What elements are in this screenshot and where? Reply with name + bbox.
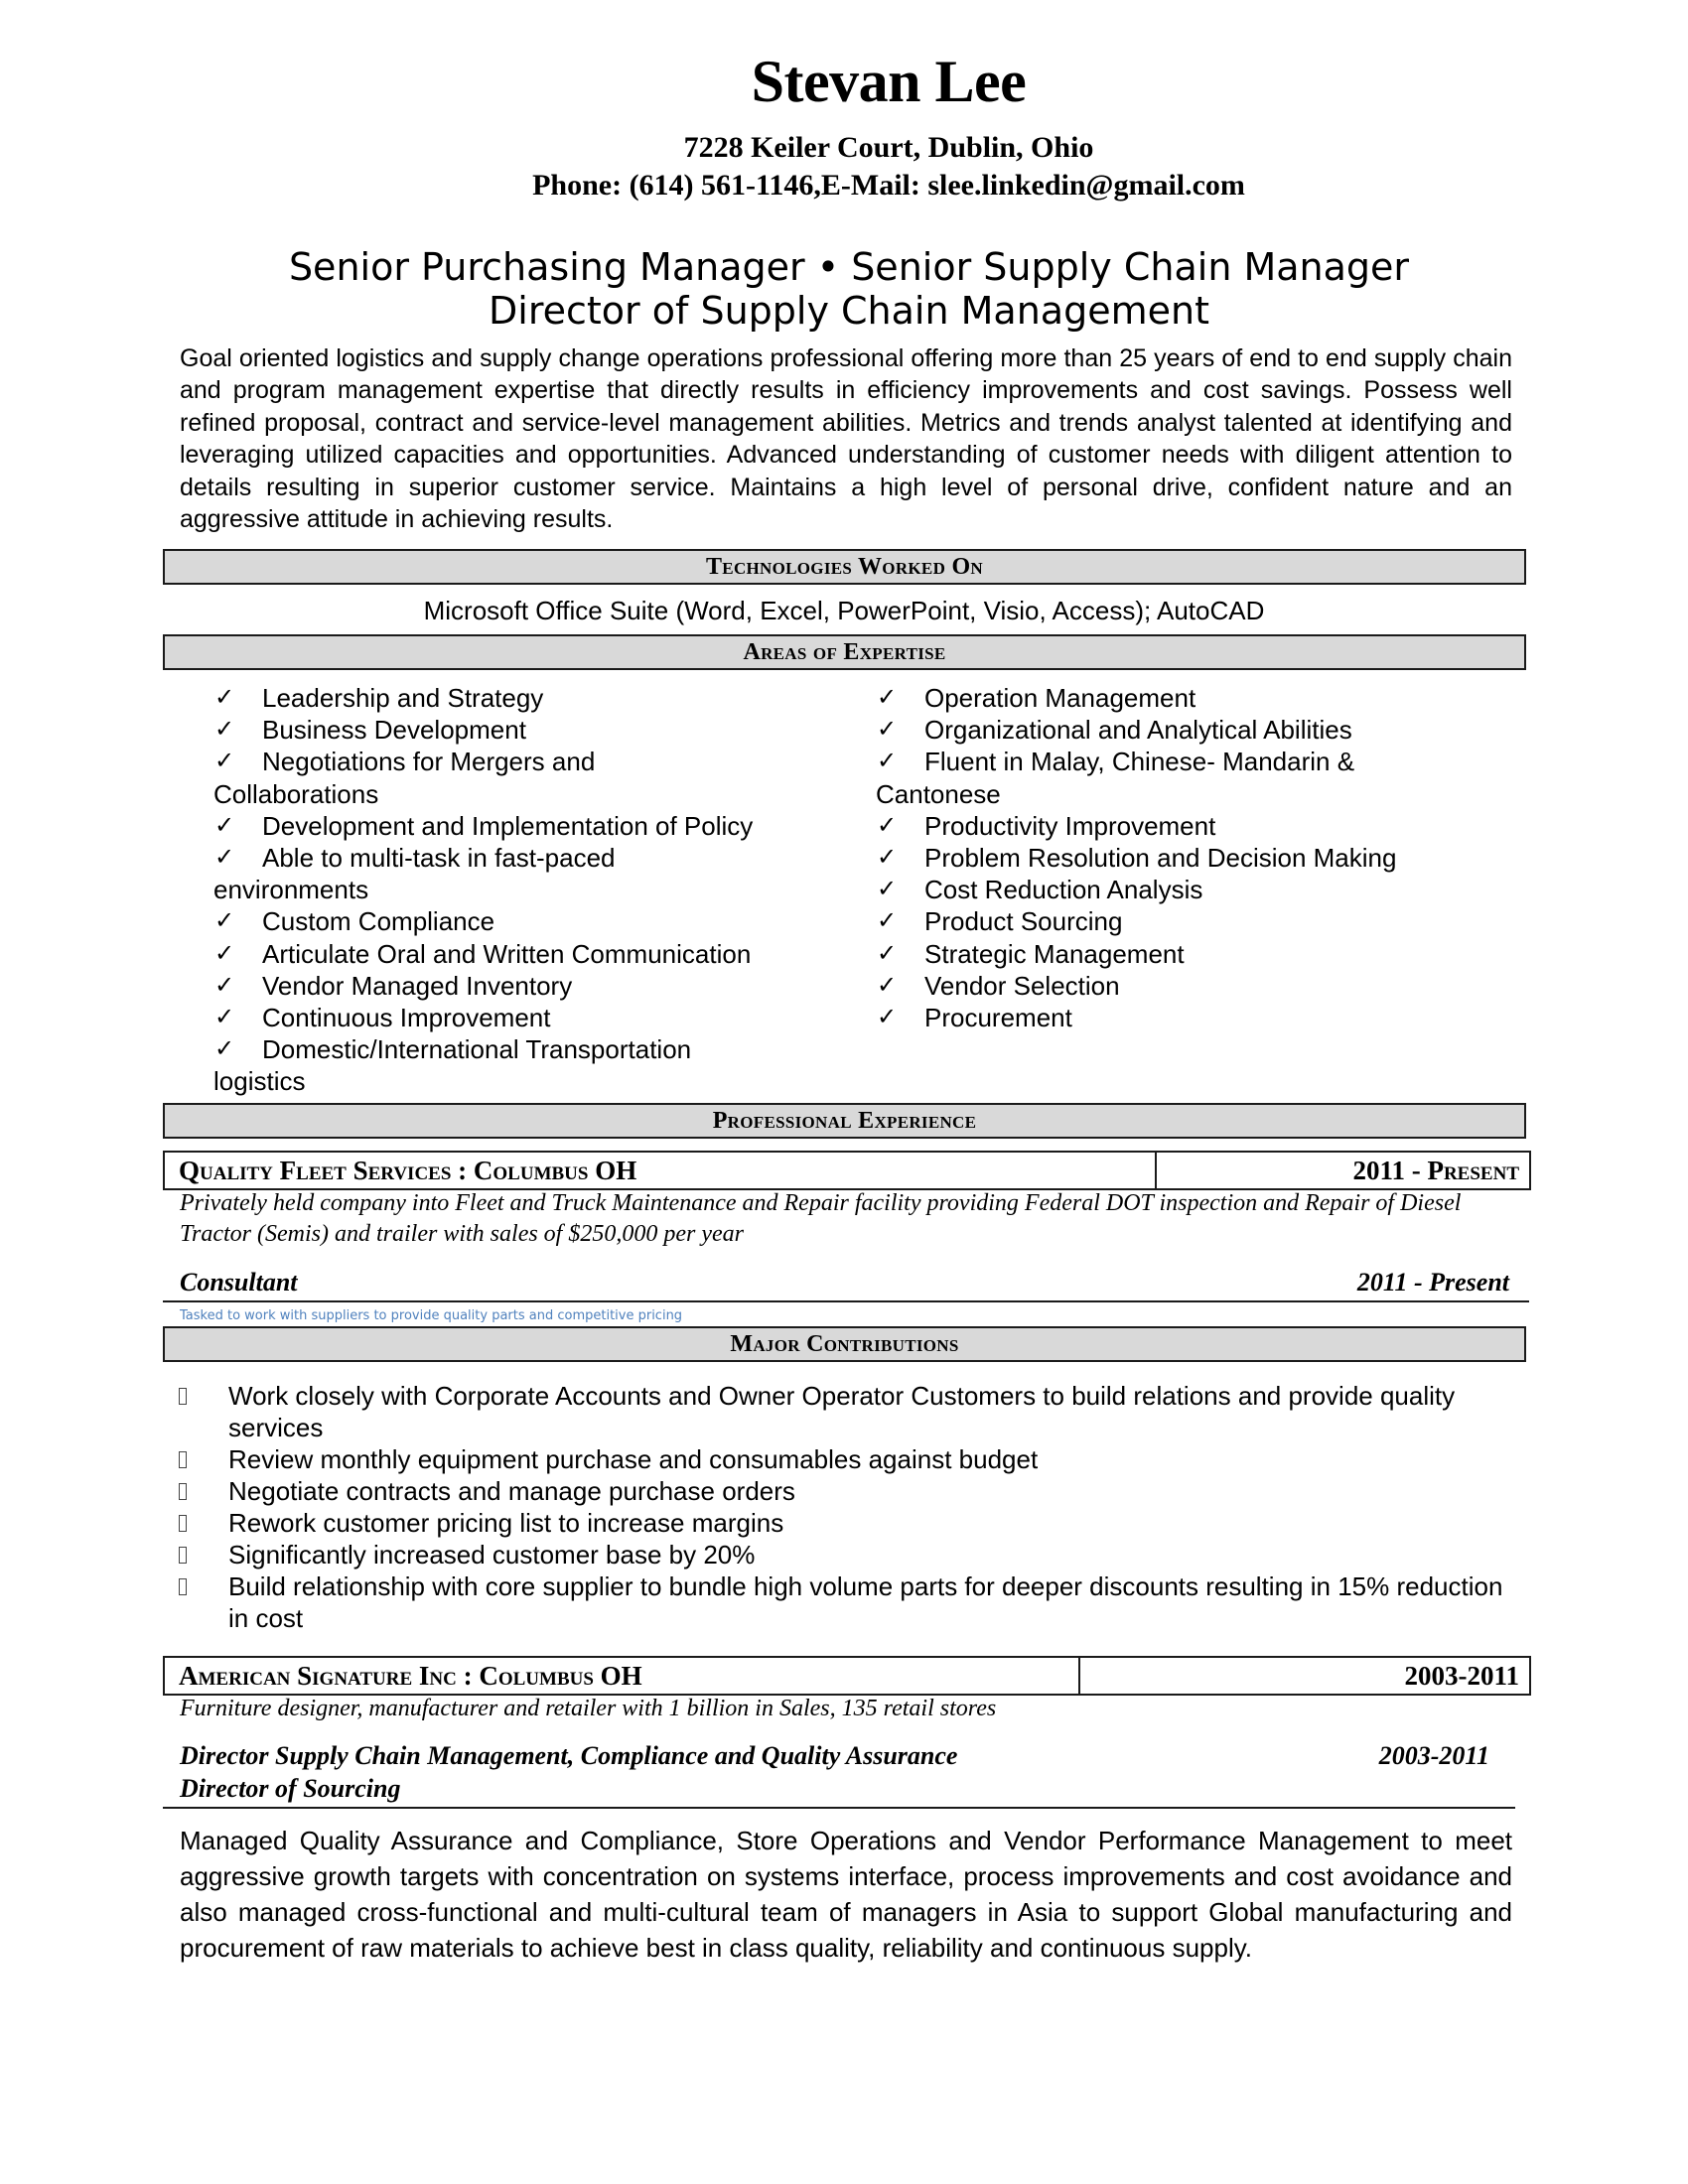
company-name: American Signature Inc : Columbus OH	[165, 1658, 1080, 1694]
expertise-label: Fluent in Malay, Chinese- Mandarin &	[924, 747, 1355, 777]
expertise-item	[839, 938, 1534, 970]
expertise-label: Business Development	[262, 715, 526, 746]
expertise-item	[177, 938, 852, 970]
contribution-text: Significantly increased customer base by 20%	[228, 1540, 756, 1570]
contribution-text: Rework customer pricing list to increase margins	[228, 1508, 784, 1538]
expertise-item	[839, 810, 1534, 842]
expertise-item	[839, 874, 1534, 905]
checkmark-icon: ✓	[214, 811, 235, 839]
expertise-item	[177, 1033, 852, 1097]
contribution-text: Work closely with Corporate Accounts and Owner Operator Customers to build relations and provide quality services	[228, 1381, 1456, 1442]
expertise-label: Cost Reduction Analysis	[924, 875, 1203, 905]
checkmark-icon: ✓	[214, 748, 235, 775]
address: 7228 Keiler Court, Dublin, Ohio	[683, 131, 1094, 164]
expertise-item	[177, 714, 852, 746]
job-role-line-2: Director of Sourcing	[180, 1774, 401, 1803]
expertise-item	[839, 714, 1534, 746]
checkmark-icon: ✓	[214, 844, 235, 872]
contribution-item	[179, 1507, 1509, 1539]
expertise-label: Continuous Improvement	[262, 1003, 551, 1033]
checkmark-icon: ✓	[877, 971, 898, 999]
expertise-label: Development and Implementation of Policy	[262, 810, 754, 841]
title-line-1: Senior Purchasing Manager • Senior Supply Chain Manager	[288, 245, 1410, 289]
company-description: Furniture designer, manufacturer and retailer with 1 billion in Sales, 135 retail stores	[180, 1696, 997, 1721]
checkmark-icon: ✓	[877, 876, 898, 903]
bullet-icon	[179, 1515, 187, 1532]
expertise-label: Product Sourcing	[924, 906, 1123, 937]
expertise-item	[177, 810, 852, 842]
expertise-item	[839, 682, 1534, 714]
divider	[163, 1300, 1529, 1302]
company-header-american-signature	[163, 1656, 1531, 1696]
bullet-icon	[179, 1547, 187, 1564]
section-header-contributions: Major Contributions	[163, 1326, 1526, 1362]
candidate-name: Stevan Lee	[751, 49, 1027, 114]
bullet-icon	[179, 1483, 187, 1500]
expertise-label-continued: logistics	[213, 1066, 306, 1097]
expertise-item	[177, 970, 852, 1002]
expertise-item	[839, 842, 1534, 874]
expertise-item	[839, 905, 1534, 937]
expertise-item	[177, 682, 852, 714]
bullet-icon	[179, 1578, 187, 1595]
expertise-label: Organizational and Analytical Abilities	[924, 715, 1352, 746]
expertise-label: Vendor Selection	[924, 970, 1120, 1001]
title-line-2: Director of Supply Chain Management	[489, 289, 1209, 333]
expertise-label: Domestic/International Transportation	[262, 1034, 692, 1065]
contribution-item	[179, 1570, 1509, 1634]
checkmark-icon: ✓	[214, 1035, 235, 1063]
checkmark-icon: ✓	[214, 716, 235, 744]
company-description: Privately held company into Fleet and Truck Maintenance and Repair facility providing Federal DOT inspection and Repair of Diesel Tractor (Semis) and trailer with sales of $250,000 per year	[180, 1190, 1462, 1247]
expertise-label: Able to multi-task in fast-paced	[262, 843, 616, 874]
job-description-paragraph: Managed Quality Assurance and Compliance, Store Operations and Vendor Performance Management to meet aggressive growth targets with concentration on systems interface, process improvements and cost avoidance and also managed cross-functional and multi-cultural team of managers in Asia to support Global manufacturing and procurement of raw materials to achieve best in class quality, reliability and continuous supply.	[180, 1826, 1512, 1963]
technologies-list: Microsoft Office Suite (Word, Excel, PowerPoint, Visio, Access); AutoCAD	[423, 596, 1265, 625]
expertise-item	[177, 842, 852, 905]
checkmark-icon: ✓	[877, 716, 898, 744]
checkmark-icon: ✓	[877, 844, 898, 872]
expertise-item	[839, 1002, 1534, 1033]
expertise-label: Negotiations for Mergers and	[262, 747, 596, 777]
divider	[163, 1807, 1515, 1809]
checkmark-icon: ✓	[877, 907, 898, 935]
expertise-label: Problem Resolution and Decision Making	[924, 843, 1397, 874]
expertise-list-right	[839, 682, 1534, 1033]
expertise-label: Custom Compliance	[262, 906, 495, 937]
company-name: Quality Fleet Services : Columbus OH	[165, 1153, 1157, 1188]
bullet-icon	[179, 1451, 187, 1468]
contributions-list	[179, 1380, 1509, 1634]
expertise-item	[177, 905, 852, 937]
checkmark-icon: ✓	[214, 1004, 235, 1031]
job-role: Consultant	[180, 1268, 298, 1297]
expertise-label-continued: Cantonese	[876, 778, 1001, 809]
contribution-text: Build relationship with core supplier to bundle high volume parts for deeper discounts resulting in 15% reduction in cost	[228, 1571, 1503, 1633]
checkmark-icon: ✓	[214, 907, 235, 935]
checkmark-icon: ✓	[214, 939, 235, 967]
checkmark-icon: ✓	[214, 684, 235, 711]
expertise-item	[839, 970, 1534, 1002]
expertise-label-continued: Collaborations	[213, 778, 379, 809]
checkmark-icon: ✓	[214, 971, 235, 999]
checkmark-icon: ✓	[877, 811, 898, 839]
expertise-label: Procurement	[924, 1003, 1072, 1033]
expertise-label: Leadership and Strategy	[262, 683, 544, 713]
professional-summary: Goal oriented logistics and supply change operations professional offering more than 25 years of end to end supply chain and program management expertise that directly results in efficiency improvements and cost savings. Possess well refined proposal, contract and service-level management abilities. Metrics and trends analyst talented at identifying and leveraging utilized capacities and opportunities. Advanced understanding of customer needs with diligent attention to details resulting in superior customer service. Maintains a high level of personal drive, confident nature and an aggressive attitude in achieving results.	[180, 344, 1512, 534]
expertise-label-continued: environments	[213, 875, 369, 905]
contribution-text: Negotiate contracts and manage purchase orders	[228, 1476, 795, 1506]
checkmark-icon: ✓	[877, 684, 898, 711]
checkmark-icon: ✓	[877, 1004, 898, 1031]
job-role-dates: 2011 - Present	[1356, 1268, 1509, 1297]
contribution-text: Review monthly equipment purchase and consumables against budget	[228, 1444, 1039, 1474]
job-note: Tasked to work with suppliers to provide quality parts and competitive pricing	[180, 1308, 683, 1323]
contribution-item	[179, 1380, 1509, 1443]
job-role-dates: 2003-2011	[1378, 1741, 1489, 1770]
checkmark-icon: ✓	[877, 939, 898, 967]
expertise-item	[839, 746, 1534, 809]
section-header-technologies: Technologies Worked On	[163, 549, 1526, 585]
contribution-item	[179, 1539, 1509, 1570]
company-header-quality-fleet	[163, 1151, 1531, 1190]
expertise-item	[177, 1002, 852, 1033]
contact-line: Phone: (614) 561-1146,E-Mail: slee.linkedin@gmail.com	[532, 169, 1245, 202]
expertise-label: Articulate Oral and Written Communication	[262, 938, 752, 969]
expertise-label: Vendor Managed Inventory	[262, 970, 573, 1001]
expertise-label: Productivity Improvement	[924, 810, 1216, 841]
target-titles	[0, 245, 1688, 333]
section-header-expertise: Areas of Expertise	[163, 634, 1526, 670]
company-dates: 2011 - Present	[1352, 1156, 1519, 1185]
company-dates: 2003-2011	[1404, 1661, 1519, 1691]
expertise-item	[177, 746, 852, 809]
bullet-icon	[179, 1388, 187, 1405]
contribution-item	[179, 1443, 1509, 1475]
job-role-line-1: Director Supply Chain Management, Compliance and Quality Assurance	[180, 1741, 958, 1770]
expertise-label: Operation Management	[924, 683, 1196, 713]
expertise-label: Strategic Management	[924, 938, 1185, 969]
contribution-item	[179, 1475, 1509, 1507]
section-header-experience: Professional Experience	[163, 1103, 1526, 1139]
expertise-list-left	[177, 682, 852, 1098]
checkmark-icon: ✓	[877, 748, 898, 775]
